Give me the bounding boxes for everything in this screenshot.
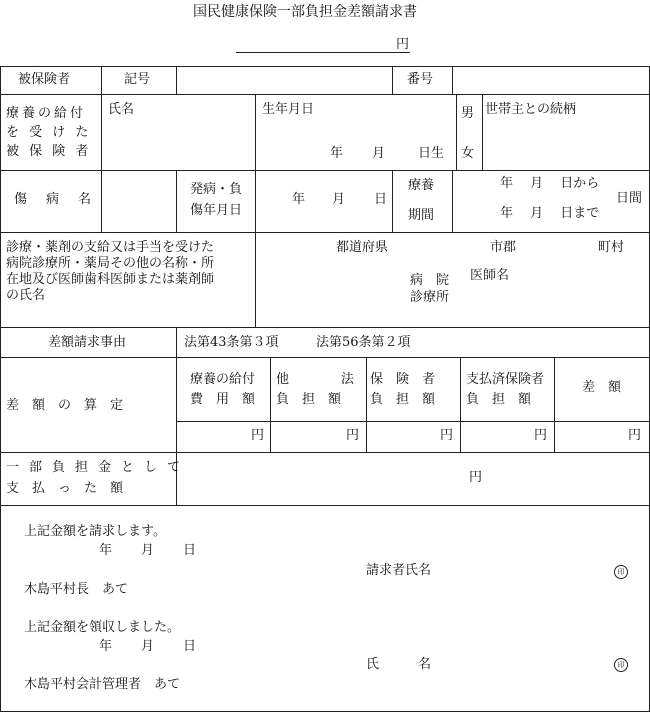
receiver-name-label: 氏 名 — [366, 657, 432, 672]
difference-yen: 円 — [628, 428, 642, 443]
paid-amount-label-line2: 支 払 っ た 額 — [6, 481, 124, 496]
provider-label-line1: 診療・薬剤の支給又は手当を受けた — [6, 240, 215, 255]
insurer-burden-label-line2: 負 担 額 — [370, 392, 436, 407]
amount-underline — [236, 52, 410, 53]
other-law-label-line1: 他 法 — [276, 372, 355, 387]
city-label: 市郡 — [490, 240, 517, 255]
onset-year-label: 年 — [292, 192, 306, 207]
claimant-seal-icon: 印 — [614, 565, 628, 579]
birthdate-label: 生年月日 — [262, 102, 315, 117]
hospital-label: 病 院 — [410, 273, 450, 288]
reason-label: 差額請求事由 — [48, 335, 127, 350]
receipt-month-label: 月 — [141, 639, 155, 654]
claim-month-label: 月 — [141, 543, 155, 558]
cost-amount-label-line2: 費 用 額 — [190, 392, 256, 407]
insurer-burden-label-line1: 保 険 者 — [370, 372, 436, 387]
claim-statement: 上記金額を請求します。 — [24, 524, 166, 539]
town-label: 町村 — [598, 240, 625, 255]
form-title: 国民健康保険一部負担金差額請求書 — [193, 4, 417, 20]
receipt-year-label: 年 — [99, 639, 113, 654]
birth-year-label: 年 — [330, 146, 344, 161]
to-mayor-label: 木島平村長 あて — [24, 582, 129, 597]
other-law-label-line2: 負 担 額 — [276, 392, 342, 407]
onset-label-line2: 傷年月日 — [190, 203, 243, 218]
insurer-burden-yen: 円 — [440, 428, 454, 443]
provider-label-line3: 在地及び医師歯科医師または薬剤師 — [6, 272, 215, 287]
relation-label: 世帯主との続柄 — [485, 102, 577, 117]
provider-label-line2: 病院診療所・薬局その他の名称・所 — [6, 256, 215, 271]
cost-amount-yen: 円 — [251, 428, 265, 443]
female-label: 女 — [461, 146, 475, 161]
doctor-name-label: 医師名 — [470, 268, 510, 283]
paid-insurer-label-line1: 支払済保険者 — [466, 372, 545, 387]
prefecture-label: 都道府県 — [336, 240, 389, 255]
paid-amount-yen: 円 — [469, 470, 483, 485]
period-to-label: 年 月 日まで — [500, 206, 600, 221]
receiver-seal-icon: 印 — [614, 658, 628, 672]
male-label: 男 — [461, 106, 475, 121]
amount-yen-label: 円 — [396, 37, 410, 52]
period-days-label: 日間 — [616, 191, 643, 206]
insured-label: 被保険者 — [18, 72, 71, 87]
law-43-label: 法第43条第３項 — [184, 335, 279, 350]
recipient-label-line3: 被 保 険 者 — [6, 144, 92, 159]
recipient-label-line2: を 受 け た — [6, 125, 92, 140]
paid-insurer-label-line2: 負 担 額 — [466, 392, 532, 407]
paid-insurer-yen: 円 — [534, 428, 548, 443]
to-treasurer-label: 木島平村会計管理者 あて — [24, 677, 181, 692]
recipient-label-line1: 療養の給付 — [6, 106, 87, 121]
period-label-line2: 期間 — [408, 208, 435, 223]
receipt-day-label: 日 — [183, 639, 197, 654]
clinic-label: 診療所 — [410, 290, 450, 305]
receipt-statement: 上記金額を領収しました。 — [24, 620, 181, 635]
difference-calc-label: 差 額 の 算 定 — [6, 398, 124, 413]
name-label: 氏名 — [108, 102, 135, 117]
kigou-label: 記号 — [124, 72, 151, 87]
period-from-label: 年 月 日から — [500, 176, 600, 191]
paid-amount-label-line1: 一部負担金として — [6, 460, 191, 475]
difference-label: 差 額 — [582, 380, 622, 395]
cost-amount-label-line1: 療養の給付 — [190, 372, 256, 387]
claim-day-label: 日 — [183, 543, 197, 558]
birth-day-label: 日生 — [418, 146, 445, 161]
onset-day-label: 日 — [374, 192, 388, 207]
other-law-yen: 円 — [346, 428, 360, 443]
law-56-label: 法第56条第２項 — [316, 335, 411, 350]
onset-label-line1: 発病・負 — [190, 182, 243, 197]
birth-month-label: 月 — [372, 146, 386, 161]
provider-label-line4: の氏名 — [6, 288, 46, 303]
onset-month-label: 月 — [332, 192, 346, 207]
claim-year-label: 年 — [99, 543, 113, 558]
period-label-line1: 療養 — [408, 178, 435, 193]
disease-label: 傷 病 名 — [14, 192, 95, 207]
bangou-label: 番号 — [407, 72, 434, 87]
claimant-name-label: 請求者氏名 — [366, 563, 432, 578]
